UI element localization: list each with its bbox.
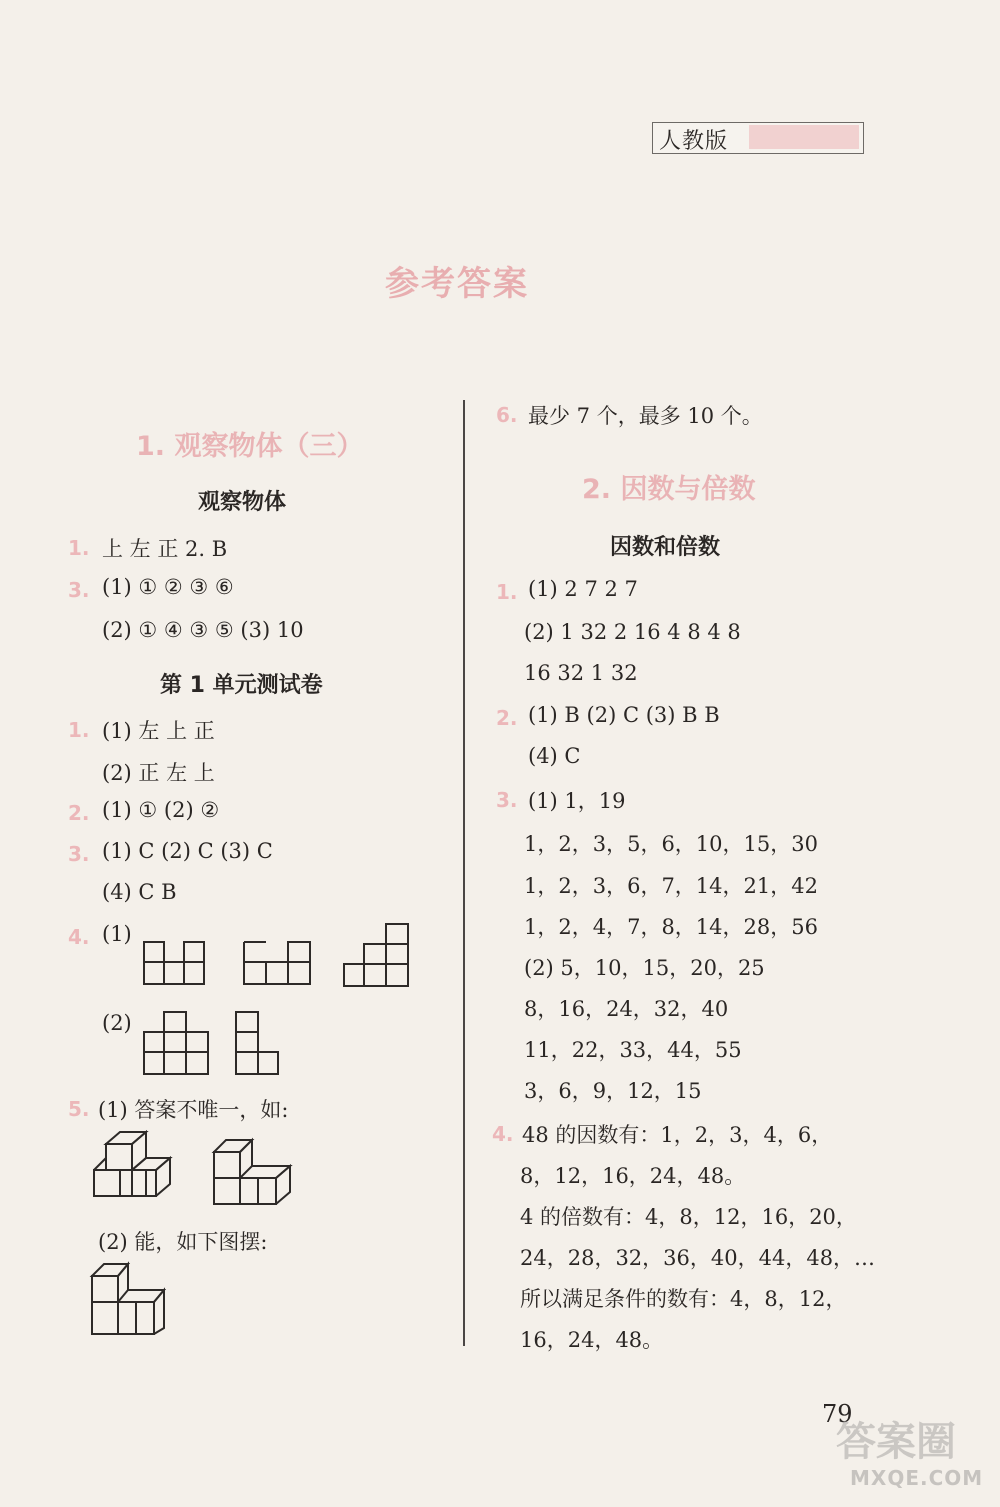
- subtitle-factors: 因数和倍数: [610, 535, 721, 560]
- answer-line: 最少 7 个，最多 10 个。: [528, 404, 763, 428]
- section-title-factors: 2. 因数与倍数: [582, 474, 756, 505]
- answer-line: (4) C: [528, 744, 581, 768]
- item-number: 5.: [68, 1097, 90, 1121]
- answer-line: 所以满足条件的数有：4，8，12，: [520, 1287, 847, 1311]
- item-number: 1.: [68, 536, 90, 560]
- view-figure-1: [140, 938, 210, 990]
- answer-line: (1) ① ② ③ ⑥: [102, 575, 234, 599]
- answer-line: (2) 1 32 2 16 4 8 4 8: [524, 620, 741, 644]
- answer-line: 1，2，4，7，8，14，28，56: [524, 915, 818, 939]
- answer-line: (2) ① ④ ③ ⑤ (3) 10: [102, 618, 304, 642]
- answer-line: (1) 2 7 2 7: [528, 577, 638, 601]
- watermark-text: 答案圈: [836, 1419, 956, 1465]
- answer-line: (4) C B: [102, 880, 177, 904]
- edition-tint-block: [749, 125, 859, 149]
- column-divider: [463, 400, 465, 1346]
- cube-figure-3: [88, 1260, 172, 1340]
- answer-line: 上 左 正 2. B: [102, 537, 228, 561]
- answer-line: 1，2，3，6，7，14，21，42: [524, 874, 818, 898]
- answer-line: 3，6，9，12，15: [524, 1079, 702, 1103]
- answer-line: (1) 左 上 正: [102, 719, 215, 743]
- item-number: 3.: [496, 788, 518, 812]
- answer-line: (1) B (2) C (3) B B: [528, 703, 720, 727]
- answer-line: (1) 答案不唯一，如:: [98, 1098, 289, 1122]
- item-number: 4.: [68, 925, 90, 949]
- answer-line: (1) ① (2) ②: [102, 798, 220, 822]
- edition-label: 人教版: [659, 129, 729, 154]
- edition-badge: [652, 122, 864, 154]
- answer-line: 8，12，16，24，48。: [520, 1164, 746, 1188]
- watermark-logo: [836, 1410, 996, 1502]
- answer-line: (2) 能，如下图摆:: [98, 1230, 268, 1254]
- answer-line: (2) 5，10，15，20，25: [524, 956, 765, 980]
- view-figure-5: [232, 1008, 284, 1078]
- item-number: 4.: [492, 1122, 514, 1146]
- answer-label: (2): [102, 1011, 132, 1035]
- answer-line: (1) C (2) C (3) C: [102, 839, 273, 863]
- cube-figure-2: [210, 1136, 294, 1216]
- answer-label: (1): [102, 922, 132, 946]
- item-number: 1.: [68, 718, 90, 742]
- item-number: 2.: [68, 801, 90, 825]
- answer-line: 1，2，3，5，6，10，15，30: [524, 832, 818, 856]
- answer-line: 16，24，48。: [520, 1328, 664, 1352]
- page-number: 79: [822, 1400, 853, 1428]
- answer-line: 24，28，32，36，40，44，48，…: [520, 1246, 876, 1270]
- view-figure-3: [340, 920, 414, 990]
- answer-line: 16 32 1 32: [524, 661, 638, 685]
- section-title-observe: 1. 观察物体（三）: [136, 431, 364, 462]
- item-number: 2.: [496, 706, 518, 730]
- view-figure-2: [240, 938, 314, 990]
- answer-line: 4 的倍数有：4，8，12，16，20，: [520, 1205, 857, 1229]
- answer-line: (1) 1，19: [528, 789, 626, 813]
- item-number: 6.: [496, 403, 518, 427]
- answer-line: 48 的因数有：1，2，3，4，6，: [522, 1123, 833, 1147]
- item-number: 3.: [68, 842, 90, 866]
- item-number: 3.: [68, 578, 90, 602]
- answer-line: 11，22，33，44，55: [524, 1038, 742, 1062]
- subtitle-observe: 观察物体: [198, 490, 287, 515]
- item-number: 1.: [496, 580, 518, 604]
- cube-figure-1: [90, 1128, 174, 1212]
- view-figure-4: [140, 1008, 212, 1078]
- watermark-url: MXQE.COM: [850, 1466, 984, 1490]
- answer-line: (2) 正 左 上: [102, 761, 215, 785]
- subtitle-unit-test: 第 1 单元测试卷: [160, 673, 323, 698]
- answer-line: 8，16，24，32，40: [524, 997, 729, 1021]
- page-title: 参考答案: [385, 264, 529, 304]
